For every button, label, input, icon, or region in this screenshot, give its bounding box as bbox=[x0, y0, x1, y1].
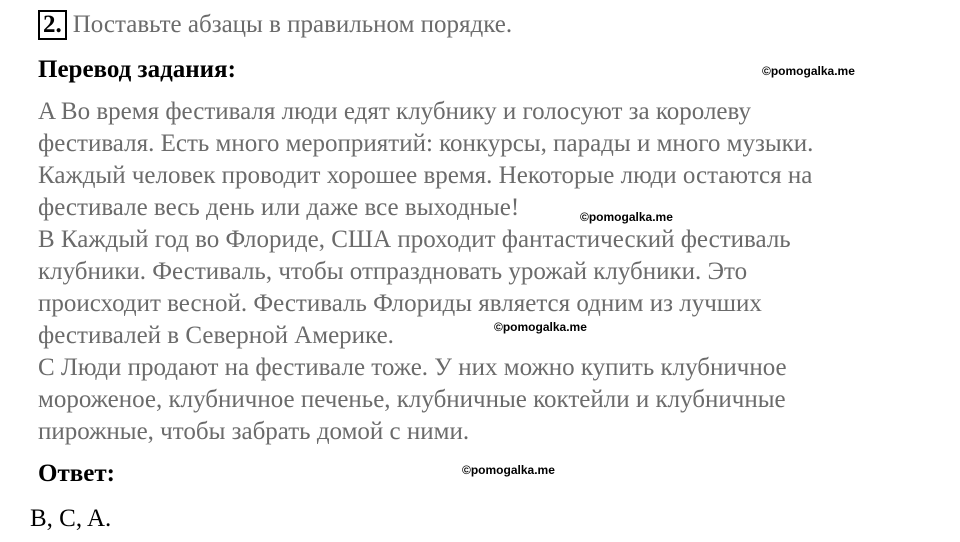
paragraph-line: мороженое, клубничное печенье, клубничные коктейли и клубничные bbox=[38, 386, 786, 413]
paragraph-line: A Во время фестиваля люди едят клубнику и голосуют за королеву bbox=[38, 98, 751, 125]
paragraph-line: пирожные, чтобы забрать домой с ними. bbox=[38, 418, 470, 445]
paragraph-c bbox=[38, 352, 938, 448]
answer-text: B, C, A. bbox=[30, 505, 112, 532]
watermark: ©pomogalka.me bbox=[762, 64, 855, 78]
translation-heading: Перевод задания: bbox=[38, 56, 236, 83]
paragraph-line: фестивалей в Северной Америке. bbox=[38, 322, 394, 349]
task-number: 2. bbox=[38, 10, 67, 40]
paragraph-line: клубники. Фестиваль, чтобы отпраздновать урожай клубники. Это bbox=[38, 258, 748, 285]
answer-heading: Ответ: bbox=[38, 460, 115, 487]
watermark: ©pomogalka.me bbox=[462, 463, 555, 477]
watermark: ©pomogalka.me bbox=[580, 210, 673, 224]
translation-body bbox=[38, 96, 938, 448]
watermark: ©pomogalka.me bbox=[494, 320, 587, 334]
paragraph-line: фестиваля. Есть много мероприятий: конкурсы, парады и много музыки. bbox=[38, 130, 814, 157]
task-line bbox=[38, 8, 512, 42]
paragraph-line: C Люди продают на фестивале тоже. У них можно купить клубничное bbox=[38, 354, 787, 381]
paragraph-a bbox=[38, 96, 938, 224]
paragraph-line: Каждый человек проводит хорошее время. Некоторые люди остаются на bbox=[38, 162, 813, 189]
task-instruction: Поставьте абзацы в правильном порядке. bbox=[72, 11, 513, 38]
paragraph-line: B Каждый год во Флориде, США проходит фантастический фестиваль bbox=[38, 226, 791, 253]
paragraph-b bbox=[38, 224, 938, 352]
paragraph-line: фестивале весь день или даже все выходные! bbox=[38, 194, 520, 221]
paragraph-line: происходит весной. Фестиваль Флориды является одним из лучших bbox=[38, 290, 762, 317]
